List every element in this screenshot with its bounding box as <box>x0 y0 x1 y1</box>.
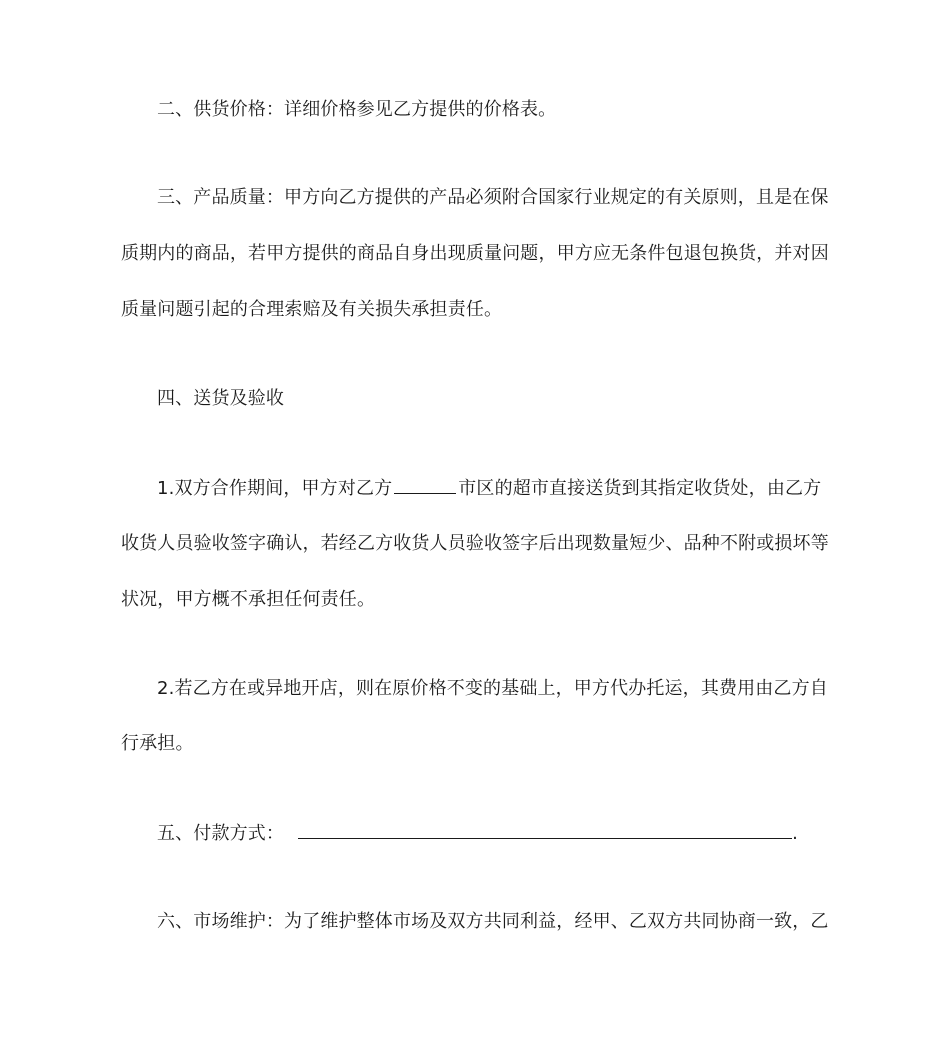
section-6-market-maintenance: 六、市场维护：为了维护整体市场及双方共同利益，经甲、乙双方共同协商一致，乙 <box>157 911 829 932</box>
section-4-item-2-line-2: 行承担。 <box>121 733 194 754</box>
item-1-text-before-blank: 1.双方合作期间，甲方对乙方 <box>157 478 393 499</box>
section-3-quality-line-3: 质量问题引起的合理索赔及有关损失承担责任。 <box>121 299 503 320</box>
payment-label: 五、付款方式： <box>157 823 285 844</box>
section-4-item-1-line-2: 收货人员验收签字确认，若经乙方收货人员验收签字后出现数量短少、品种不附或损坏等 <box>121 533 829 554</box>
section-3-quality-line-1: 三、产品质量：甲方向乙方提供的产品必须附合国家行业规定的有关原则，且是在保 <box>157 187 829 208</box>
section-4-item-1-line-1 <box>157 477 841 500</box>
section-4-item-2-line-1: 2.若乙方在或异地开店，则在原价格不变的基础上，甲方代办托运，其费用由乙方自 <box>157 678 828 699</box>
item-1-text-after-blank: 市区的超市直接送货到其指定收货处，由乙方 <box>458 478 822 499</box>
fill-in-blank-payment-method[interactable] <box>298 822 792 839</box>
fill-in-blank-city[interactable] <box>394 477 456 494</box>
section-3-quality-line-2: 质期内的商品，若甲方提供的商品自身出现质量问题，甲方应无条件包退包换货，并对因 <box>121 243 829 264</box>
section-4-item-1-line-3: 状况，甲方概不承担任何责任。 <box>121 589 376 610</box>
section-4-heading: 四、送货及验收 <box>157 388 285 409</box>
payment-trailing-period: . <box>792 823 798 844</box>
section-5-payment <box>157 822 841 845</box>
section-2-price: 二、供货价格：详细价格参见乙方提供的价格表。 <box>157 99 557 120</box>
